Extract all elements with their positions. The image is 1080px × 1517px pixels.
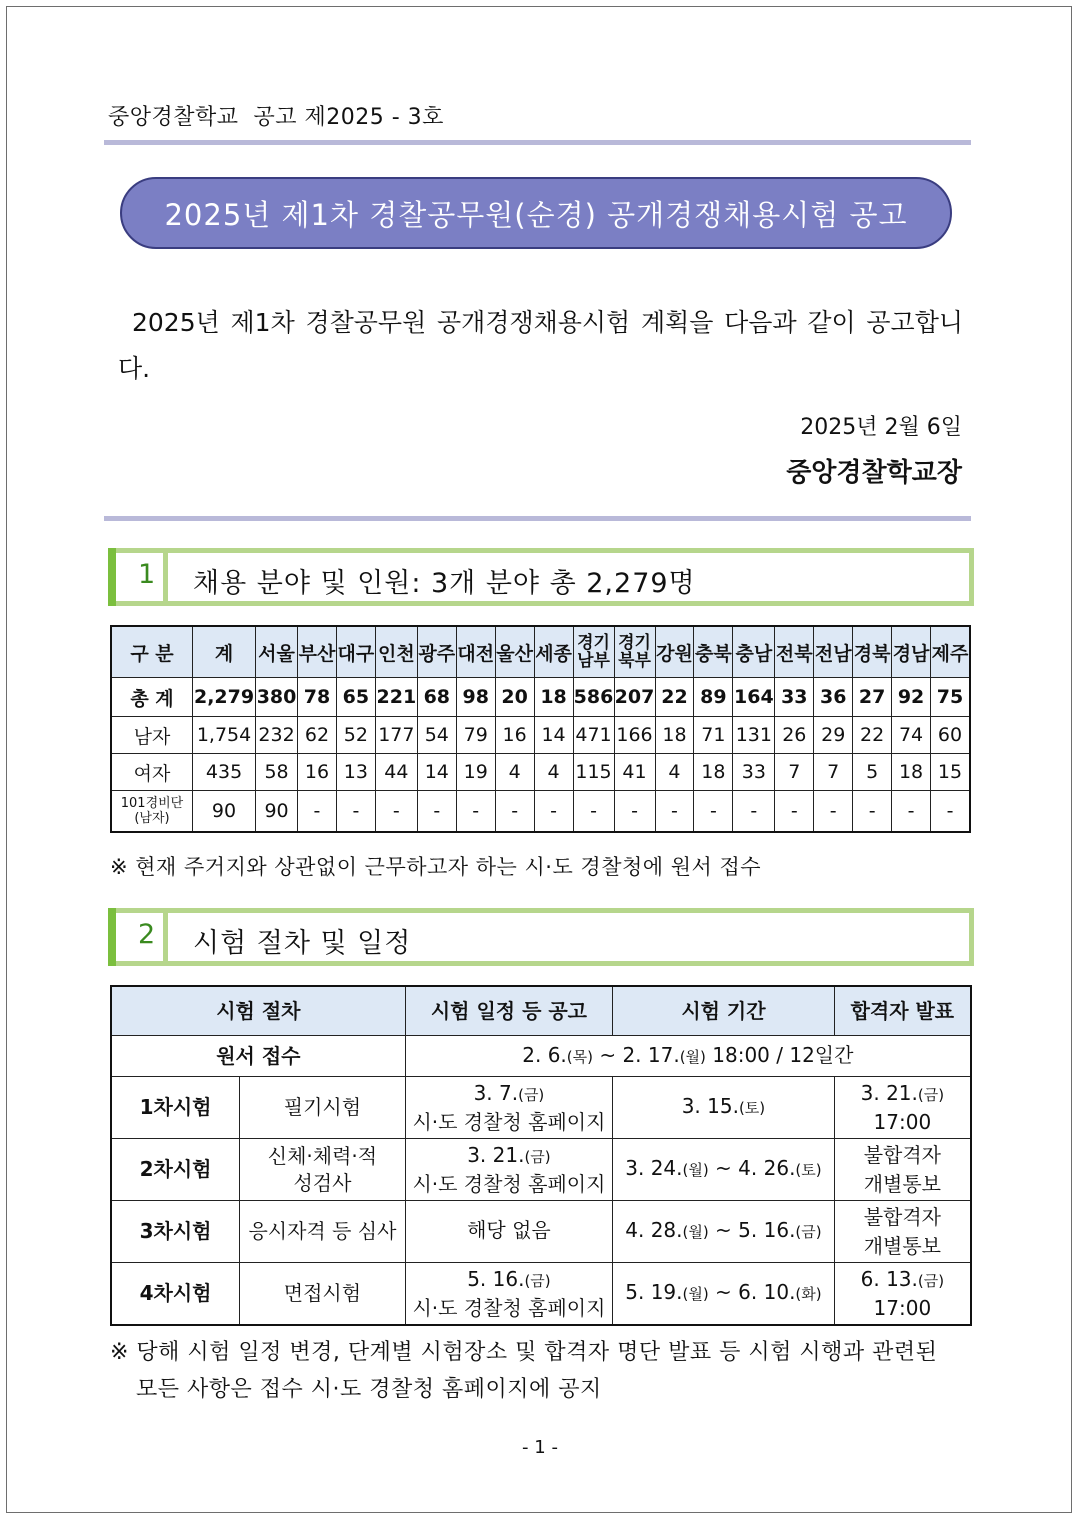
stage-result-line2: 개별통보 [863,1233,941,1258]
section1-title: 채용 분야 및 인원: 3개 분야 총 2,279명 [193,568,696,599]
stage-name: 1차시험 [111,1077,240,1139]
recruitment-cell: 27 [853,678,892,717]
stage-result-line2: 개별통보 [863,1171,941,1196]
recruitment-row-label: 여자 [111,754,193,791]
app-end: ~ 2. 17. [592,1042,680,1067]
stage-period-start: 3. 15. [681,1094,739,1118]
section1-heading [108,548,974,606]
recruitment-cell: 20 [495,678,534,717]
stage-result-line1: 3. 21. [860,1080,918,1105]
app-start: 2. 6. [522,1042,567,1067]
section1-number: 1 [138,559,156,590]
stage-notice [405,1077,612,1139]
schedule-table [110,985,972,1326]
stage-notice [405,1201,612,1263]
stage-period [613,1263,835,1326]
recruitment-cell: 89 [694,678,733,717]
recruitment-cell: 60 [931,717,970,754]
recruitment-header-cell: 충북 [694,626,733,678]
recruitment-cell: 18 [534,678,573,717]
stage-result-line1: 6. 13. [860,1266,918,1291]
notice-title [120,177,952,249]
header-notice: 시험 일정 등 공고 [405,986,612,1036]
stage-result-line2: 17:00 [873,1295,932,1320]
recruitment-cell: - [814,791,853,833]
stage-period-start: 5. 19. [625,1280,683,1304]
stage-type [240,1201,406,1263]
recruitment-row-label: 총 계 [111,678,193,717]
recruitment-header-cell: 경북 [853,626,892,678]
stage-notice-where: 시·도 경찰청 홈페이지 [412,1109,606,1134]
recruitment-cell: 4 [534,754,573,791]
recruitment-cell: 58 [256,754,298,791]
recruitment-cell: 177 [375,717,417,754]
recruitment-cell: 92 [892,678,931,717]
stage-period-end-day: (토) [795,1161,822,1179]
stage-result-line2: 17:00 [873,1109,932,1134]
recruitment-cell: 29 [814,717,853,754]
recruitment-cell: 98 [456,678,495,717]
app-end-day: (월) [679,1047,706,1066]
recruitment-table [110,625,971,833]
recruitment-cell: 41 [614,754,655,791]
recruitment-cell: - [614,791,655,833]
stage-notice [405,1263,612,1326]
section1-note: ※ 현재 주거지와 상관없이 근무하고자 하는 시·도 경찰청에 원서 접수 [110,855,762,879]
recruitment-cell: 16 [495,717,534,754]
recruitment-cell: 13 [336,754,375,791]
recruitment-cell: - [375,791,417,833]
recruitment-cell: - [694,791,733,833]
stage-row [111,1139,971,1201]
section2-heading [108,908,974,966]
stage-type-text: 필기시험 [283,1095,362,1119]
recruitment-cell: 1,754 [193,717,256,754]
stage-period [613,1139,835,1201]
recruitment-cell: - [417,791,456,833]
recruitment-cell: 221 [375,678,417,717]
recruitment-cell: - [853,791,892,833]
recruitment-cell: 78 [298,678,337,717]
app-start-day: (목) [566,1047,593,1066]
recruitment-header-cell: 제주 [931,626,970,678]
recruitment-cell: 22 [853,717,892,754]
section2-note-line2: 모든 사항은 접수 시·도 경찰청 홈페이지에 공지 [136,1377,602,1402]
stage-result [834,1263,971,1326]
recruitment-cell: 18 [694,754,733,791]
recruitment-header-cell: 구 분 [111,626,193,678]
recruitment-row-label: 남자 [111,717,193,754]
recruitment-cell: 471 [573,717,614,754]
stage-result [834,1139,971,1201]
stage-type-text: 응시자격 등 심사 [248,1219,397,1243]
stage-type [240,1077,406,1139]
stage-period [613,1077,835,1139]
stage-type [240,1139,406,1201]
recruitment-header-cell: 경남 [892,626,931,678]
recruitment-cell: 18 [892,754,931,791]
stage-notice-where: 시·도 경찰청 홈페이지 [412,1171,606,1196]
stage-type-text: 신체·체력·적성검사 [267,1143,378,1195]
recruitment-cell: 90 [193,791,256,833]
stage-result-day: (금) [917,1271,945,1290]
recruitment-cell: 62 [298,717,337,754]
recruitment-cell: - [495,791,534,833]
recruitment-header-cell: 부산 [298,626,337,678]
stage-notice-date: 3. 7. [473,1080,519,1105]
stage-name: 2차시험 [111,1139,240,1201]
notice-title-text: 2025년 제1차 경찰공무원(순경) 공개경쟁채용시험 공고 [164,197,908,232]
recruitment-cell: 90 [256,791,298,833]
recruitment-cell: 4 [655,754,694,791]
recruitment-cell: 71 [694,717,733,754]
recruitment-cell: 18 [655,717,694,754]
application-period [405,1036,971,1077]
recruitment-header-cell: 충남 [733,626,775,678]
recruitment-cell: - [733,791,775,833]
intro-paragraph: 2025년 제1차 경찰공무원 공개경쟁채용시험 계획을 다음과 같이 공고합니다. [118,308,963,383]
recruitment-cell: 26 [775,717,814,754]
recruitment-cell: - [534,791,573,833]
stage-period-start-day: (토) [738,1099,766,1117]
stage-name: 4차시험 [111,1263,240,1326]
recruitment-cell: 14 [534,717,573,754]
recruitment-cell: 65 [336,678,375,717]
recruitment-header-cell: 대구 [336,626,375,678]
recruitment-row-label: 101경비단(남자) [111,791,193,833]
app-rest: 18:00 / 12일간 [705,1042,854,1067]
recruitment-cell: - [456,791,495,833]
header-result: 합격자 발표 [834,986,971,1036]
recruitment-cell: 5 [853,754,892,791]
recruitment-header-cell: 전북 [775,626,814,678]
recruitment-cell: - [775,791,814,833]
stage-row [111,1077,971,1139]
recruitment-cell: 15 [931,754,970,791]
recruitment-header-cell: 울산 [495,626,534,678]
recruitment-cell: 380 [256,678,298,717]
stage-period-end-day: (화) [795,1285,822,1303]
recruitment-cell: 79 [456,717,495,754]
recruitment-header-cell: 서울 [256,626,298,678]
recruitment-cell: 14 [417,754,456,791]
recruitment-row [111,717,970,754]
stage-notice-day: (금) [518,1085,545,1104]
recruitment-header-cell: 전남 [814,626,853,678]
recruitment-cell: 586 [573,678,614,717]
stage-period-end: ~ 6. 10. [708,1280,796,1304]
recruitment-row [111,791,970,833]
stage-period [613,1201,835,1263]
stage-result [834,1077,971,1139]
recruitment-cell: - [655,791,694,833]
recruitment-cell: 68 [417,678,456,717]
stage-period-start-day: (월) [682,1161,709,1179]
recruitment-header-cell: 대전 [456,626,495,678]
recruitment-row [111,754,970,791]
recruitment-cell: 232 [256,717,298,754]
recruitment-cell: 52 [336,717,375,754]
recruitment-header-cell: 경기북부 [614,626,655,678]
recruitment-cell: 164 [733,678,775,717]
top-divider [104,140,971,145]
stage-row [111,1263,971,1326]
section1-number-divider [163,553,168,601]
recruitment-cell: 74 [892,717,931,754]
header-procedure: 시험 절차 [111,986,405,1036]
recruitment-cell: - [892,791,931,833]
mid-divider [104,516,971,521]
stage-period-end: ~ 5. 16. [708,1218,796,1242]
page-number: - 1 - [522,1437,558,1458]
stage-result-line1: 불합격자 [863,1142,941,1167]
stage-notice [405,1139,612,1201]
stage-name: 3차시험 [111,1201,240,1263]
application-label: 원서 접수 [111,1036,405,1077]
stage-type-text: 면접시험 [283,1281,362,1305]
stage-type [240,1263,406,1326]
recruitment-cell: 44 [375,754,417,791]
recruitment-header-cell: 계 [193,626,256,678]
recruitment-header-cell: 경기남부 [573,626,614,678]
stage-period-start-day: (월) [682,1223,709,1241]
recruitment-cell: 207 [614,678,655,717]
stage-period-end-day: (금) [795,1223,822,1241]
stage-notice-date: 해당 없음 [467,1218,551,1242]
recruitment-cell: 115 [573,754,614,791]
recruitment-header-cell: 광주 [417,626,456,678]
stage-notice-date: 5. 16. [467,1266,525,1291]
stage-notice-date: 3. 21. [467,1142,525,1167]
application-row [111,1036,971,1077]
recruitment-cell: - [298,791,337,833]
recruitment-cell: 7 [814,754,853,791]
recruitment-cell: 435 [193,754,256,791]
recruitment-header-row [111,626,970,678]
section2-title: 시험 절차 및 일정 [193,928,412,959]
recruitment-header-cell: 세종 [534,626,573,678]
recruitment-cell: 22 [655,678,694,717]
recruitment-cell: 33 [733,754,775,791]
header-period: 시험 기간 [613,986,835,1036]
recruitment-cell: 33 [775,678,814,717]
stage-notice-day: (금) [524,1147,551,1166]
recruitment-header-cell: 강원 [655,626,694,678]
recruitment-cell: - [931,791,970,833]
recruitment-cell: 36 [814,678,853,717]
stage-period-start: 3. 24. [625,1156,683,1180]
recruitment-cell: - [336,791,375,833]
recruitment-cell: 19 [456,754,495,791]
notice-number: 중앙경찰학교 공고 제2025 - 3호 [108,105,444,130]
stage-result-day: (금) [917,1085,945,1104]
section2-accent-bar [108,908,116,966]
stage-result-line1: 불합격자 [863,1204,941,1229]
section1-accent-bar [108,548,116,606]
issuer-name: 중앙경찰학교장 [786,458,962,488]
recruitment-cell: 166 [614,717,655,754]
recruitment-cell: 75 [931,678,970,717]
schedule-header-row [111,986,971,1036]
recruitment-cell: - [573,791,614,833]
section2-note-line1: ※ 당해 시험 일정 변경, 단계별 시험장소 및 합격자 명단 발표 등 시험 시행과 관련된 [110,1340,938,1365]
stage-result [834,1201,971,1263]
recruitment-row [111,678,970,717]
stage-period-start: 4. 28. [625,1218,683,1242]
stage-notice-day: (금) [524,1271,551,1290]
stage-period-end: ~ 4. 26. [708,1156,796,1180]
recruitment-cell: 16 [298,754,337,791]
recruitment-cell: 4 [495,754,534,791]
stage-notice-where: 시·도 경찰청 홈페이지 [412,1295,606,1320]
section2-number-divider [163,913,168,961]
stage-period-start-day: (월) [682,1285,709,1303]
recruitment-header-cell: 인천 [375,626,417,678]
recruitment-cell: 7 [775,754,814,791]
recruitment-cell: 54 [417,717,456,754]
notice-date: 2025년 2월 6일 [800,415,962,440]
stage-row [111,1201,971,1263]
recruitment-cell: 131 [733,717,775,754]
recruitment-cell: 2,279 [193,678,256,717]
section2-number: 2 [138,919,156,950]
